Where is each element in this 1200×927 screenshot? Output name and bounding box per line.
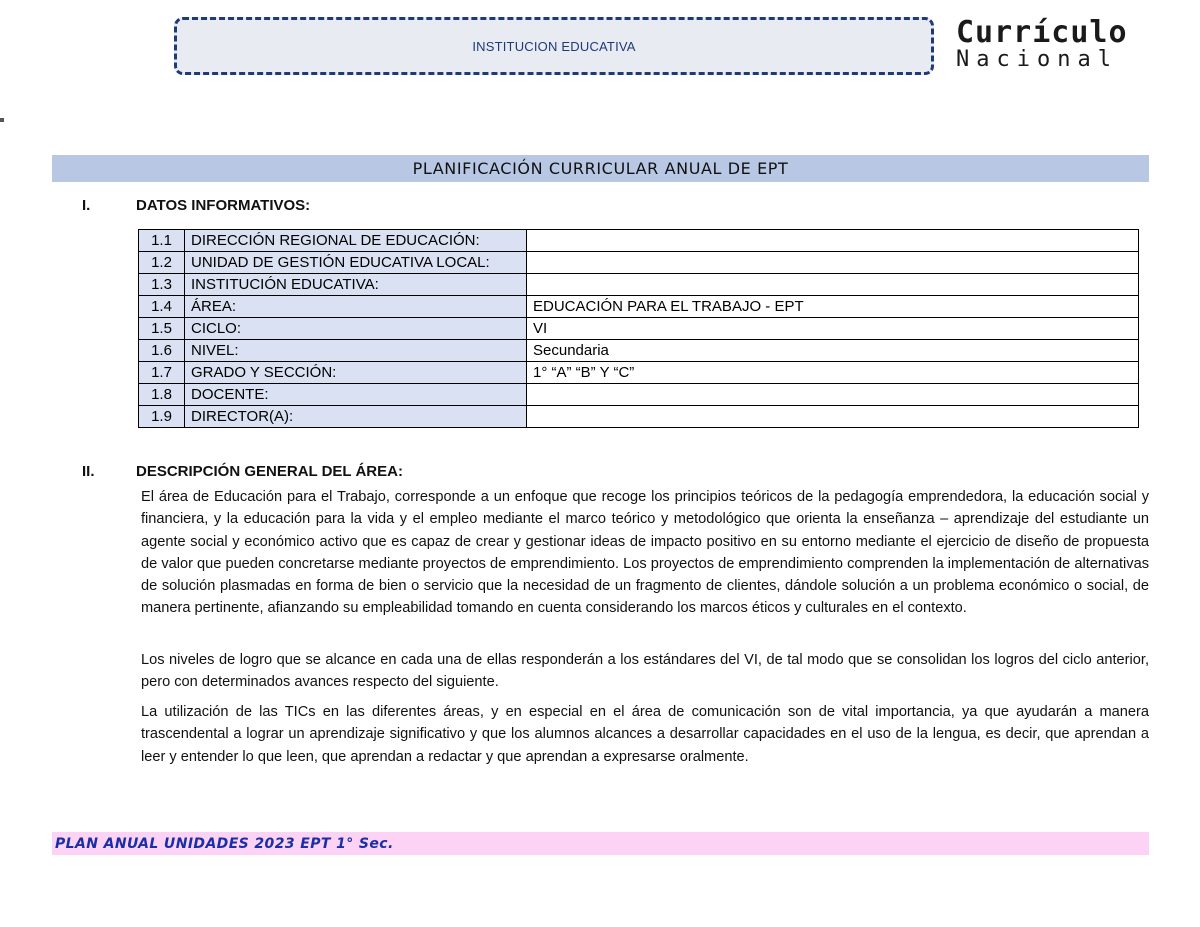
footer-bar [52,832,1149,855]
row-value[interactable] [527,384,1139,406]
row-label: DIRECTOR(A): [185,406,527,428]
description-paragraph-3: La utilización de las TICs en las diferentes áreas, y en especial en el área de comunicación son de vital importancia, ya que ayudarán a manera trascendental a lograr un aprendizaje significativo y que los alumnos alcances a desarrollar capacidades en el uso de la lengua, es decir, que aprendan a leer y entender lo que leen, que aprendan a redactar y que aprendan a expresarse oralmente. [141,704,1149,765]
row-value[interactable] [527,406,1139,428]
row-number: 1.5 [139,318,185,340]
section-1-number: I. [82,197,91,214]
logo-line-1: Currículo [956,15,1128,50]
row-number: 1.9 [139,406,185,428]
table-row [139,406,1139,428]
row-label: GRADO Y SECCIÓN: [185,362,527,384]
footer-label: PLAN ANUAL UNIDADES 2023 EPT 1° Sec. [55,835,394,852]
row-value[interactable] [527,252,1139,274]
table-row [139,318,1139,340]
row-label: NIVEL: [185,340,527,362]
row-number: 1.3 [139,274,185,296]
document-title-bar [52,155,1149,182]
row-value[interactable]: VI [527,318,1139,340]
description-paragraph-2: Los niveles de logro que se alcance en cada una de ellas responderán a los estándares del VI, de tal modo que se consolidan los logros del ciclo anterior, pero con determinados avances respecto del siguiente. [141,652,1149,691]
row-number: 1.6 [139,340,185,362]
table-row [139,274,1139,296]
description-paragraph-1: El área de Educación para el Trabajo, corresponde a un enfoque que recoge los principios teóricos de la pedagogía emprendedora, la educación social y financiera, y la educación para la vida y el empleo mediante el marco teórico y metodológico que orienta la enseñanza – aprendizaje del estudiante un agente social y económico activo que es capaz de crear y gestionar ideas de impacto positivo en su entorno mediante el ejercicio de diseño de propuesta de valor que pueden concretarse mediante proyectos de emprendimiento. Los proyectos de emprendimiento comprenden la implementación de alternativas de solución plasmadas en forma de bien o servicio que la necesidad de un fragmento de clientes, dándole solución a un problema económico o social, de manera pertinente, afianzando su empleabilidad tomando en cuenta considerando los marcos éticos y culturales en el contexto. [141,489,1149,617]
table-row [139,384,1139,406]
institution-header-box [174,17,934,75]
page-edge-mark [0,118,4,122]
row-number: 1.8 [139,384,185,406]
institution-label: INSTITUCION EDUCATIVA [472,38,636,54]
section-1-heading: DATOS INFORMATIVOS: [136,197,311,214]
row-label: INSTITUCIÓN EDUCATIVA: [185,274,527,296]
table-row [139,362,1139,384]
row-value[interactable]: Secundaria [527,340,1139,362]
row-value[interactable]: 1° “A” “B” Y “C” [527,362,1139,384]
row-number: 1.2 [139,252,185,274]
table-row [139,252,1139,274]
document-title: PLANIFICACIÓN CURRICULAR ANUAL DE EPT [412,159,789,178]
row-number: 1.1 [139,230,185,252]
datos-informativos-table [138,229,1139,428]
row-number: 1.4 [139,296,185,318]
curriculo-nacional-logo [944,12,1164,74]
row-label: DIRECCIÓN REGIONAL DE EDUCACIÓN: [185,230,527,252]
section-2-heading: DESCRIPCIÓN GENERAL DEL ÁREA: [136,463,403,480]
row-value[interactable] [527,274,1139,296]
row-label: CICLO: [185,318,527,340]
section-2-number: II. [82,463,95,480]
row-label: DOCENTE: [185,384,527,406]
row-label: UNIDAD DE GESTIÓN EDUCATIVA LOCAL: [185,252,527,274]
row-value[interactable]: EDUCACIÓN PARA EL TRABAJO - EPT [527,296,1139,318]
row-value[interactable] [527,230,1139,252]
row-number: 1.7 [139,362,185,384]
table-row [139,230,1139,252]
table-row [139,296,1139,318]
logo-line-2: Nacional [956,47,1118,72]
row-label: ÁREA: [185,296,527,318]
table-row [139,340,1139,362]
